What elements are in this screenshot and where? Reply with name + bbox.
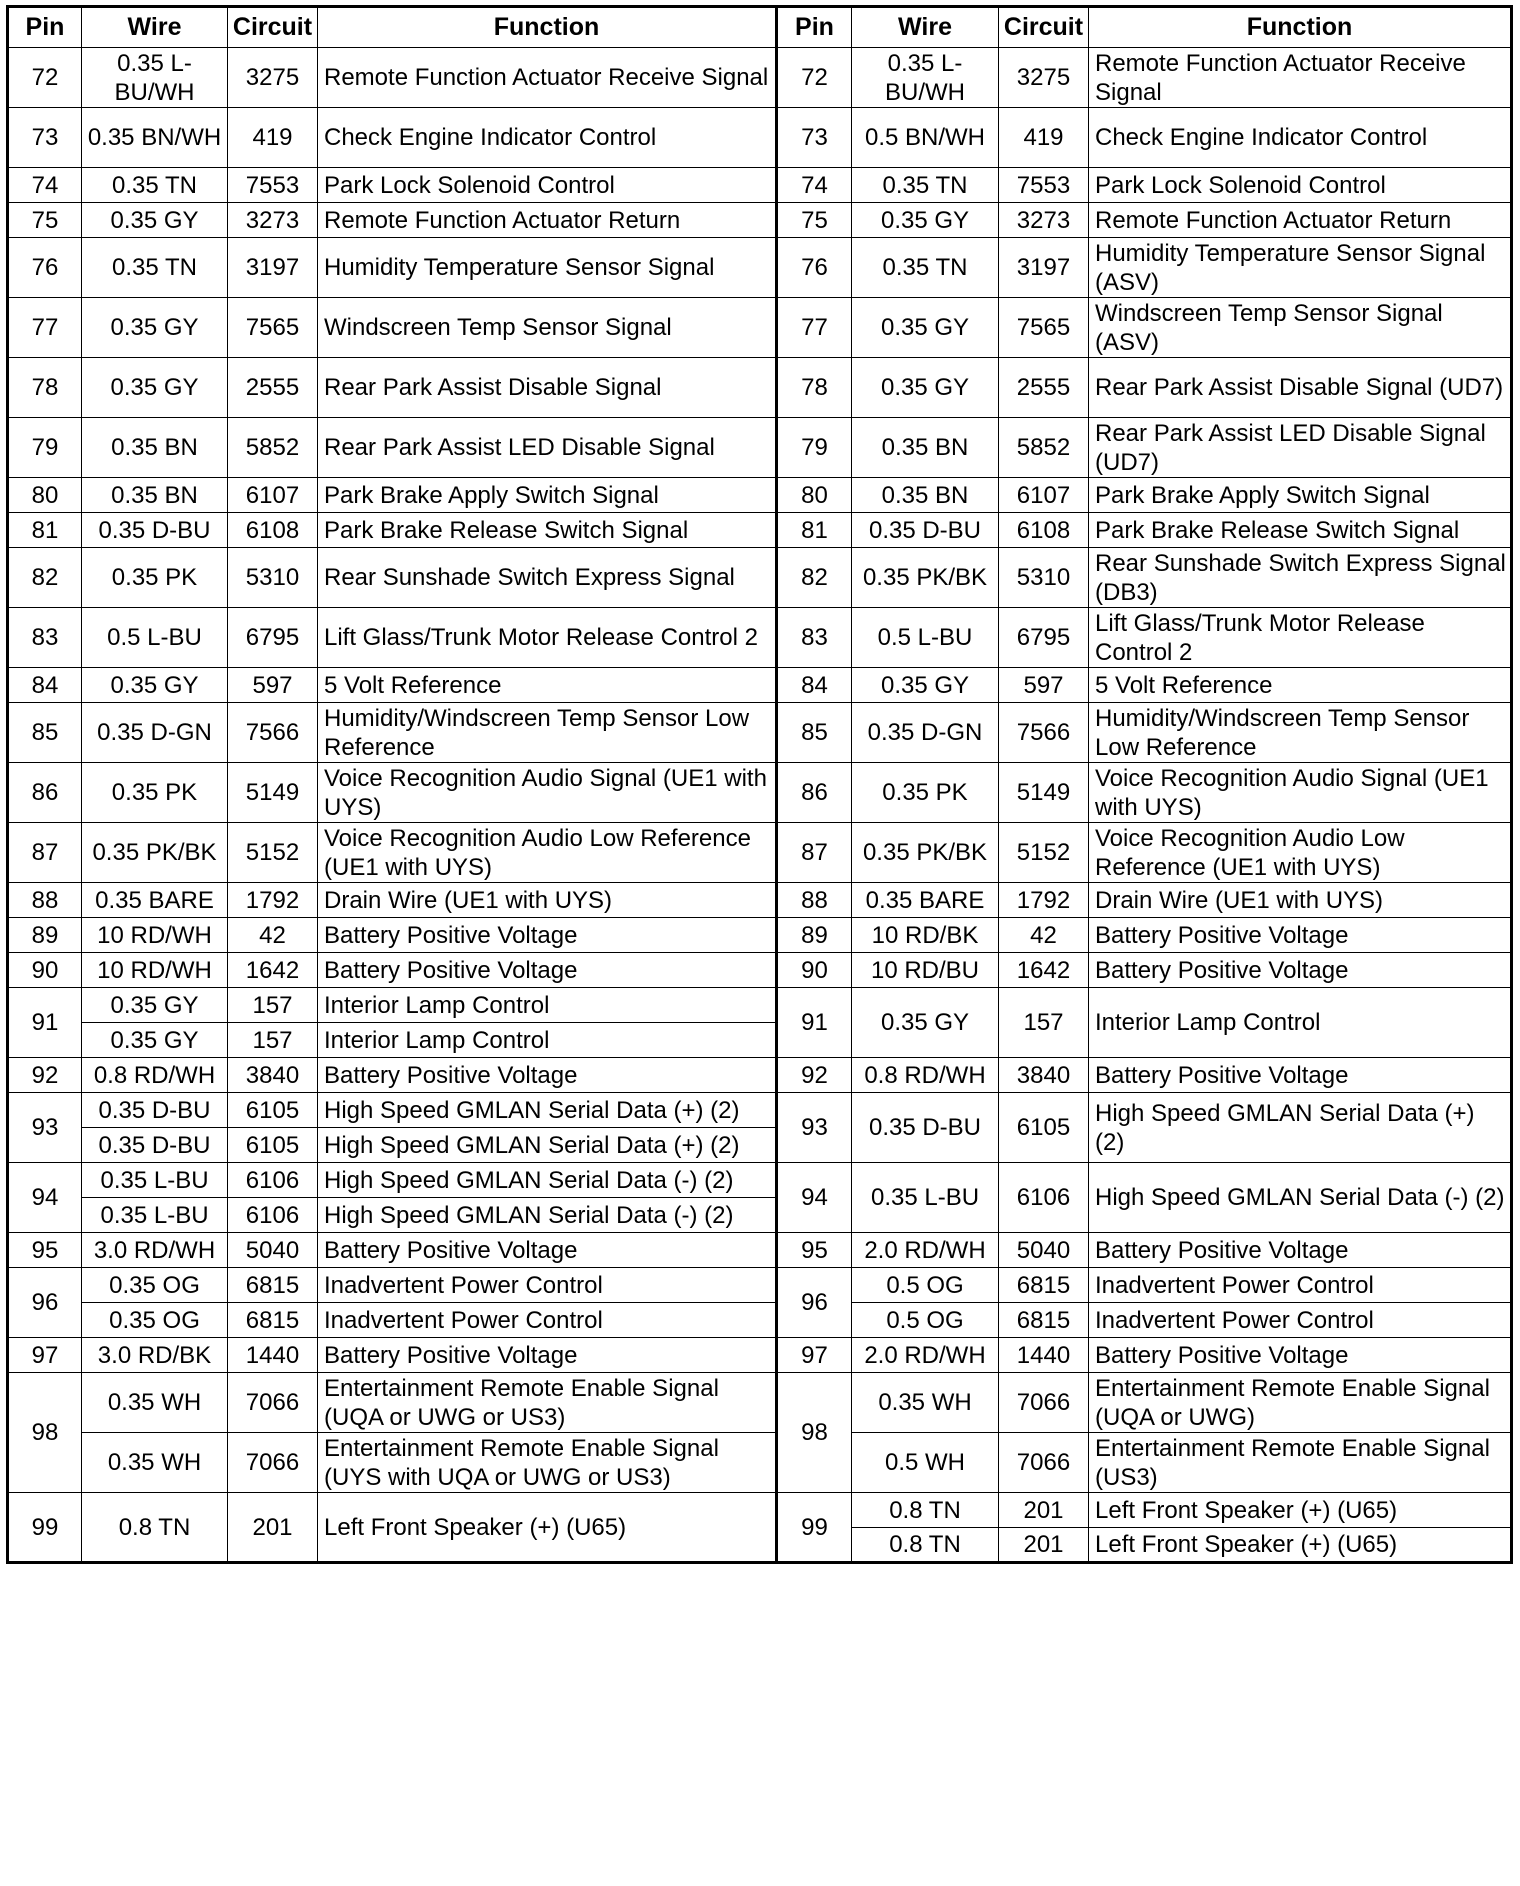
wire-cell: 0.8 RD/WH: [852, 1058, 999, 1093]
wire-cell: 0.35 BARE: [82, 883, 228, 918]
function-cell: Inadvertent Power Control: [318, 1268, 777, 1303]
circuit-cell: 6815: [228, 1303, 318, 1338]
pin-cell: 85: [8, 703, 82, 763]
circuit-cell: 419: [228, 108, 318, 168]
header-wire-left: Wire: [82, 7, 228, 48]
table-row: [8, 1233, 1512, 1268]
function-cell: Left Front Speaker (+) (U65): [1089, 1528, 1512, 1563]
pin-cell: 79: [777, 418, 852, 478]
wire-cell: 10 RD/WH: [82, 918, 228, 953]
circuit-cell: 5310: [228, 548, 318, 608]
pin-cell: 97: [8, 1338, 82, 1373]
header-row: [8, 7, 1512, 48]
circuit-cell: 7566: [999, 703, 1089, 763]
table-row: [8, 478, 1512, 513]
pinout-body: [8, 48, 1512, 1563]
function-cell: Battery Positive Voltage: [318, 1233, 777, 1268]
wire-cell: 0.8 RD/WH: [82, 1058, 228, 1093]
table-row: [8, 108, 1512, 168]
circuit-cell: 7553: [228, 168, 318, 203]
pin-cell: 96: [777, 1268, 852, 1338]
circuit-cell: 6815: [999, 1303, 1089, 1338]
circuit-cell: 3273: [228, 203, 318, 238]
function-cell: Entertainment Remote Enable Signal (UYS with UQA or UWG or US3): [318, 1433, 777, 1493]
circuit-cell: 7565: [228, 298, 318, 358]
function-cell: Inadvertent Power Control: [318, 1303, 777, 1338]
function-cell: High Speed GMLAN Serial Data (-) (2): [318, 1163, 777, 1198]
function-cell: High Speed GMLAN Serial Data (+) (2): [318, 1128, 777, 1163]
pin-cell: 72: [8, 48, 82, 108]
wire-cell: 0.35 PK/BK: [852, 823, 999, 883]
wire-cell: 0.35 BN: [82, 478, 228, 513]
circuit-cell: 5152: [999, 823, 1089, 883]
pin-cell: 93: [777, 1093, 852, 1163]
function-cell: Battery Positive Voltage: [1089, 1338, 1512, 1373]
circuit-cell: 1440: [228, 1338, 318, 1373]
pin-cell: 81: [8, 513, 82, 548]
circuit-cell: 5310: [999, 548, 1089, 608]
wire-cell: 0.35 BN/WH: [82, 108, 228, 168]
function-cell: Park Brake Release Switch Signal: [318, 513, 777, 548]
pin-cell: 83: [8, 608, 82, 668]
table-row: [8, 988, 1512, 1023]
header-function-left: Function: [318, 7, 777, 48]
wire-cell: 0.35 D-BU: [852, 513, 999, 548]
wire-cell: 0.35 GY: [82, 1023, 228, 1058]
function-cell: Remote Function Actuator Receive Signal: [318, 48, 777, 108]
circuit-cell: 2555: [999, 358, 1089, 418]
function-cell: Remote Function Actuator Return: [1089, 203, 1512, 238]
function-cell: Rear Park Assist LED Disable Signal (UD7): [1089, 418, 1512, 478]
pin-cell: 95: [777, 1233, 852, 1268]
function-cell: Rear Park Assist LED Disable Signal: [318, 418, 777, 478]
connector-pinout-sheet: [6, 5, 1510, 1564]
function-cell: Battery Positive Voltage: [318, 918, 777, 953]
wire-cell: 3.0 RD/BK: [82, 1338, 228, 1373]
circuit-cell: 3840: [228, 1058, 318, 1093]
function-cell: Park Lock Solenoid Control: [318, 168, 777, 203]
circuit-cell: 1440: [999, 1338, 1089, 1373]
circuit-cell: 1792: [228, 883, 318, 918]
pin-cell: 88: [777, 883, 852, 918]
wire-cell: 0.35 L-BU: [82, 1163, 228, 1198]
function-cell: Humidity Temperature Sensor Signal: [318, 238, 777, 298]
pin-cell: 79: [8, 418, 82, 478]
wire-cell: 0.5 BN/WH: [852, 108, 999, 168]
header-wire-right: Wire: [852, 7, 999, 48]
function-cell: Battery Positive Voltage: [1089, 1233, 1512, 1268]
wire-cell: 0.35 GY: [852, 988, 999, 1058]
pin-cell: 73: [8, 108, 82, 168]
wire-cell: 0.35 PK: [82, 548, 228, 608]
function-cell: Humidity Temperature Sensor Signal (ASV): [1089, 238, 1512, 298]
wire-cell: 0.35 GY: [852, 668, 999, 703]
circuit-cell: 3275: [999, 48, 1089, 108]
circuit-cell: 3840: [999, 1058, 1089, 1093]
circuit-cell: 5149: [228, 763, 318, 823]
table-row: [8, 1373, 1512, 1433]
circuit-cell: 6108: [228, 513, 318, 548]
header-circuit-left: Circuit: [228, 7, 318, 48]
wire-cell: 0.35 OG: [82, 1303, 228, 1338]
pin-cell: 87: [777, 823, 852, 883]
function-cell: Entertainment Remote Enable Signal (UQA or UWG or US3): [318, 1373, 777, 1433]
pin-cell: 92: [8, 1058, 82, 1093]
circuit-cell: 597: [999, 668, 1089, 703]
wire-cell: 0.35 GY: [82, 988, 228, 1023]
wire-cell: 0.35 GY: [852, 203, 999, 238]
wire-cell: 0.35 OG: [82, 1268, 228, 1303]
wire-cell: 0.5 WH: [852, 1433, 999, 1493]
pin-cell: 87: [8, 823, 82, 883]
table-row: [8, 1093, 1512, 1128]
pin-cell: 91: [8, 988, 82, 1058]
function-cell: Rear Sunshade Switch Express Signal: [318, 548, 777, 608]
circuit-cell: 6108: [999, 513, 1089, 548]
function-cell: Park Brake Apply Switch Signal: [1089, 478, 1512, 513]
table-row: [8, 298, 1512, 358]
pin-cell: 96: [8, 1268, 82, 1338]
wire-cell: 0.5 OG: [852, 1303, 999, 1338]
pin-cell: 99: [8, 1493, 82, 1563]
circuit-cell: 5040: [228, 1233, 318, 1268]
wire-cell: 10 RD/BK: [852, 918, 999, 953]
pinout-table: [6, 5, 1513, 1564]
wire-cell: 2.0 RD/WH: [852, 1338, 999, 1373]
pin-cell: 73: [777, 108, 852, 168]
circuit-cell: 5149: [999, 763, 1089, 823]
table-row: [8, 953, 1512, 988]
pin-cell: 89: [8, 918, 82, 953]
wire-cell: 0.35 GY: [82, 298, 228, 358]
table-row: [8, 1303, 1512, 1338]
circuit-cell: 7566: [228, 703, 318, 763]
function-cell: Voice Recognition Audio Low Reference (UE1 with UYS): [1089, 823, 1512, 883]
header-pin-right: Pin: [777, 7, 852, 48]
table-row: [8, 823, 1512, 883]
function-cell: Inadvertent Power Control: [1089, 1303, 1512, 1338]
pin-cell: 72: [777, 48, 852, 108]
wire-cell: 0.35 GY: [852, 298, 999, 358]
wire-cell: 0.35 GY: [82, 203, 228, 238]
table-row: [8, 548, 1512, 608]
function-cell: High Speed GMLAN Serial Data (+) (2): [1089, 1093, 1512, 1163]
circuit-cell: 5152: [228, 823, 318, 883]
wire-cell: 0.35 L-BU: [82, 1198, 228, 1233]
circuit-cell: 6107: [228, 478, 318, 513]
wire-cell: 2.0 RD/WH: [852, 1233, 999, 1268]
circuit-cell: 7565: [999, 298, 1089, 358]
circuit-cell: 6815: [999, 1268, 1089, 1303]
table-row: [8, 1433, 1512, 1493]
circuit-cell: 7066: [999, 1373, 1089, 1433]
function-cell: 5 Volt Reference: [318, 668, 777, 703]
function-cell: Humidity/Windscreen Temp Sensor Low Reference: [318, 703, 777, 763]
wire-cell: 0.35 D-GN: [82, 703, 228, 763]
wire-cell: 0.35 D-BU: [82, 1093, 228, 1128]
function-cell: Entertainment Remote Enable Signal (US3): [1089, 1433, 1512, 1493]
circuit-cell: 5852: [999, 418, 1089, 478]
table-row: [8, 883, 1512, 918]
circuit-cell: 157: [228, 1023, 318, 1058]
wire-cell: 0.35 PK/BK: [82, 823, 228, 883]
circuit-cell: 42: [999, 918, 1089, 953]
wire-cell: 0.35 PK/BK: [852, 548, 999, 608]
wire-cell: 0.35 PK: [852, 763, 999, 823]
function-cell: Battery Positive Voltage: [1089, 1058, 1512, 1093]
circuit-cell: 3197: [999, 238, 1089, 298]
function-cell: Interior Lamp Control: [318, 1023, 777, 1058]
circuit-cell: 157: [999, 988, 1089, 1058]
function-cell: Remote Function Actuator Return: [318, 203, 777, 238]
circuit-cell: 1642: [228, 953, 318, 988]
table-row: [8, 763, 1512, 823]
pin-cell: 98: [8, 1373, 82, 1493]
circuit-cell: 1642: [999, 953, 1089, 988]
circuit-cell: 6107: [999, 478, 1089, 513]
table-row: [8, 1163, 1512, 1198]
function-cell: Rear Park Assist Disable Signal: [318, 358, 777, 418]
circuit-cell: 3273: [999, 203, 1089, 238]
circuit-cell: 6815: [228, 1268, 318, 1303]
pin-cell: 74: [8, 168, 82, 203]
function-cell: Interior Lamp Control: [318, 988, 777, 1023]
pin-cell: 77: [8, 298, 82, 358]
wire-cell: 0.35 BN: [852, 478, 999, 513]
function-cell: Park Brake Apply Switch Signal: [318, 478, 777, 513]
pin-cell: 85: [777, 703, 852, 763]
function-cell: Entertainment Remote Enable Signal (UQA or UWG): [1089, 1373, 1512, 1433]
wire-cell: 0.35 L-BU/WH: [82, 48, 228, 108]
pin-cell: 80: [8, 478, 82, 513]
pin-cell: 89: [777, 918, 852, 953]
function-cell: Rear Park Assist Disable Signal (UD7): [1089, 358, 1512, 418]
table-row: [8, 918, 1512, 953]
function-cell: Voice Recognition Audio Signal (UE1 with UYS): [1089, 763, 1512, 823]
function-cell: Check Engine Indicator Control: [1089, 108, 1512, 168]
pin-cell: 78: [8, 358, 82, 418]
wire-cell: 0.5 L-BU: [852, 608, 999, 668]
wire-cell: 0.35 WH: [82, 1373, 228, 1433]
pin-cell: 80: [777, 478, 852, 513]
wire-cell: 0.35 PK: [82, 763, 228, 823]
table-row: [8, 513, 1512, 548]
wire-cell: 10 RD/WH: [82, 953, 228, 988]
circuit-cell: 6105: [228, 1128, 318, 1163]
table-row: [8, 168, 1512, 203]
pin-cell: 95: [8, 1233, 82, 1268]
table-row: [8, 703, 1512, 763]
wire-cell: 10 RD/BU: [852, 953, 999, 988]
table-row: [8, 608, 1512, 668]
wire-cell: 0.35 L-BU: [852, 1163, 999, 1233]
pin-cell: 76: [777, 238, 852, 298]
circuit-cell: 5852: [228, 418, 318, 478]
wire-cell: 0.35 TN: [82, 168, 228, 203]
pin-cell: 76: [8, 238, 82, 298]
table-row: [8, 668, 1512, 703]
circuit-cell: 6795: [999, 608, 1089, 668]
wire-cell: 0.35 TN: [82, 238, 228, 298]
function-cell: Park Lock Solenoid Control: [1089, 168, 1512, 203]
function-cell: Windscreen Temp Sensor Signal: [318, 298, 777, 358]
circuit-cell: 42: [228, 918, 318, 953]
wire-cell: 0.5 OG: [852, 1268, 999, 1303]
wire-cell: 0.35 TN: [852, 238, 999, 298]
pin-cell: 94: [8, 1163, 82, 1233]
function-cell: Lift Glass/Trunk Motor Release Control 2: [1089, 608, 1512, 668]
circuit-cell: 7553: [999, 168, 1089, 203]
function-cell: Humidity/Windscreen Temp Sensor Low Reference: [1089, 703, 1512, 763]
circuit-cell: 201: [999, 1528, 1089, 1563]
header-function-right: Function: [1089, 7, 1512, 48]
circuit-cell: 419: [999, 108, 1089, 168]
circuit-cell: 6105: [228, 1093, 318, 1128]
circuit-cell: 157: [228, 988, 318, 1023]
wire-cell: 0.35 TN: [852, 168, 999, 203]
pin-cell: 78: [777, 358, 852, 418]
function-cell: Rear Sunshade Switch Express Signal (DB3): [1089, 548, 1512, 608]
pin-cell: 97: [777, 1338, 852, 1373]
header-pin-left: Pin: [8, 7, 82, 48]
function-cell: Battery Positive Voltage: [318, 1338, 777, 1373]
function-cell: Battery Positive Voltage: [1089, 953, 1512, 988]
function-cell: Windscreen Temp Sensor Signal (ASV): [1089, 298, 1512, 358]
pin-cell: 88: [8, 883, 82, 918]
circuit-cell: 6106: [999, 1163, 1089, 1233]
circuit-cell: 6106: [228, 1163, 318, 1198]
function-cell: Drain Wire (UE1 with UYS): [318, 883, 777, 918]
pin-cell: 75: [777, 203, 852, 238]
circuit-cell: 3275: [228, 48, 318, 108]
pin-cell: 90: [777, 953, 852, 988]
wire-cell: 0.35 D-BU: [82, 1128, 228, 1163]
pin-cell: 74: [777, 168, 852, 203]
pin-cell: 93: [8, 1093, 82, 1163]
wire-cell: 0.8 TN: [852, 1528, 999, 1563]
wire-cell: 0.8 TN: [82, 1493, 228, 1563]
function-cell: Battery Positive Voltage: [318, 1058, 777, 1093]
header-circuit-right: Circuit: [999, 7, 1089, 48]
wire-cell: 0.35 WH: [852, 1373, 999, 1433]
circuit-cell: 7066: [228, 1433, 318, 1493]
table-row: [8, 358, 1512, 418]
wire-cell: 0.35 WH: [82, 1433, 228, 1493]
wire-cell: 0.35 BN: [82, 418, 228, 478]
circuit-cell: 6795: [228, 608, 318, 668]
pin-cell: 83: [777, 608, 852, 668]
function-cell: Park Brake Release Switch Signal: [1089, 513, 1512, 548]
function-cell: High Speed GMLAN Serial Data (-) (2): [1089, 1163, 1512, 1233]
function-cell: Left Front Speaker (+) (U65): [1089, 1493, 1512, 1528]
circuit-cell: 201: [999, 1493, 1089, 1528]
pin-cell: 77: [777, 298, 852, 358]
table-row: [8, 238, 1512, 298]
circuit-cell: 201: [228, 1493, 318, 1563]
circuit-cell: 5040: [999, 1233, 1089, 1268]
wire-cell: 0.35 BN: [852, 418, 999, 478]
function-cell: 5 Volt Reference: [1089, 668, 1512, 703]
table-row: [8, 1338, 1512, 1373]
table-row: [8, 1493, 1512, 1528]
pin-cell: 75: [8, 203, 82, 238]
wire-cell: 0.35 D-BU: [82, 513, 228, 548]
wire-cell: 0.35 BARE: [852, 883, 999, 918]
circuit-cell: 7066: [999, 1433, 1089, 1493]
function-cell: Voice Recognition Audio Low Reference (UE1 with UYS): [318, 823, 777, 883]
function-cell: Remote Function Actuator Receive Signal: [1089, 48, 1512, 108]
pin-cell: 92: [777, 1058, 852, 1093]
function-cell: Voice Recognition Audio Signal (UE1 with UYS): [318, 763, 777, 823]
pin-cell: 94: [777, 1163, 852, 1233]
function-cell: Check Engine Indicator Control: [318, 108, 777, 168]
function-cell: High Speed GMLAN Serial Data (+) (2): [318, 1093, 777, 1128]
function-cell: Battery Positive Voltage: [1089, 918, 1512, 953]
circuit-cell: 6106: [228, 1198, 318, 1233]
table-row: [8, 48, 1512, 108]
wire-cell: 0.35 D-GN: [852, 703, 999, 763]
table-row: [8, 203, 1512, 238]
function-cell: Interior Lamp Control: [1089, 988, 1512, 1058]
wire-cell: 0.35 GY: [82, 358, 228, 418]
pin-cell: 84: [8, 668, 82, 703]
circuit-cell: 3197: [228, 238, 318, 298]
circuit-cell: 6105: [999, 1093, 1089, 1163]
wire-cell: 0.8 TN: [852, 1493, 999, 1528]
pin-cell: 90: [8, 953, 82, 988]
wire-cell: 0.5 L-BU: [82, 608, 228, 668]
pin-cell: 86: [8, 763, 82, 823]
wire-cell: 0.35 GY: [82, 668, 228, 703]
function-cell: Inadvertent Power Control: [1089, 1268, 1512, 1303]
wire-cell: 0.35 D-BU: [852, 1093, 999, 1163]
pin-cell: 84: [777, 668, 852, 703]
function-cell: Lift Glass/Trunk Motor Release Control 2: [318, 608, 777, 668]
pin-cell: 91: [777, 988, 852, 1058]
function-cell: High Speed GMLAN Serial Data (-) (2): [318, 1198, 777, 1233]
circuit-cell: 2555: [228, 358, 318, 418]
wire-cell: 0.35 GY: [852, 358, 999, 418]
circuit-cell: 597: [228, 668, 318, 703]
pin-cell: 82: [777, 548, 852, 608]
circuit-cell: 1792: [999, 883, 1089, 918]
table-row: [8, 1058, 1512, 1093]
circuit-cell: 7066: [228, 1373, 318, 1433]
wire-cell: 0.35 L-BU/WH: [852, 48, 999, 108]
function-cell: Battery Positive Voltage: [318, 953, 777, 988]
function-cell: Drain Wire (UE1 with UYS): [1089, 883, 1512, 918]
pin-cell: 82: [8, 548, 82, 608]
table-row: [8, 418, 1512, 478]
pin-cell: 86: [777, 763, 852, 823]
wire-cell: 3.0 RD/WH: [82, 1233, 228, 1268]
pin-cell: 98: [777, 1373, 852, 1493]
pin-cell: 99: [777, 1493, 852, 1563]
table-row: [8, 1268, 1512, 1303]
function-cell: Left Front Speaker (+) (U65): [318, 1493, 777, 1563]
pin-cell: 81: [777, 513, 852, 548]
